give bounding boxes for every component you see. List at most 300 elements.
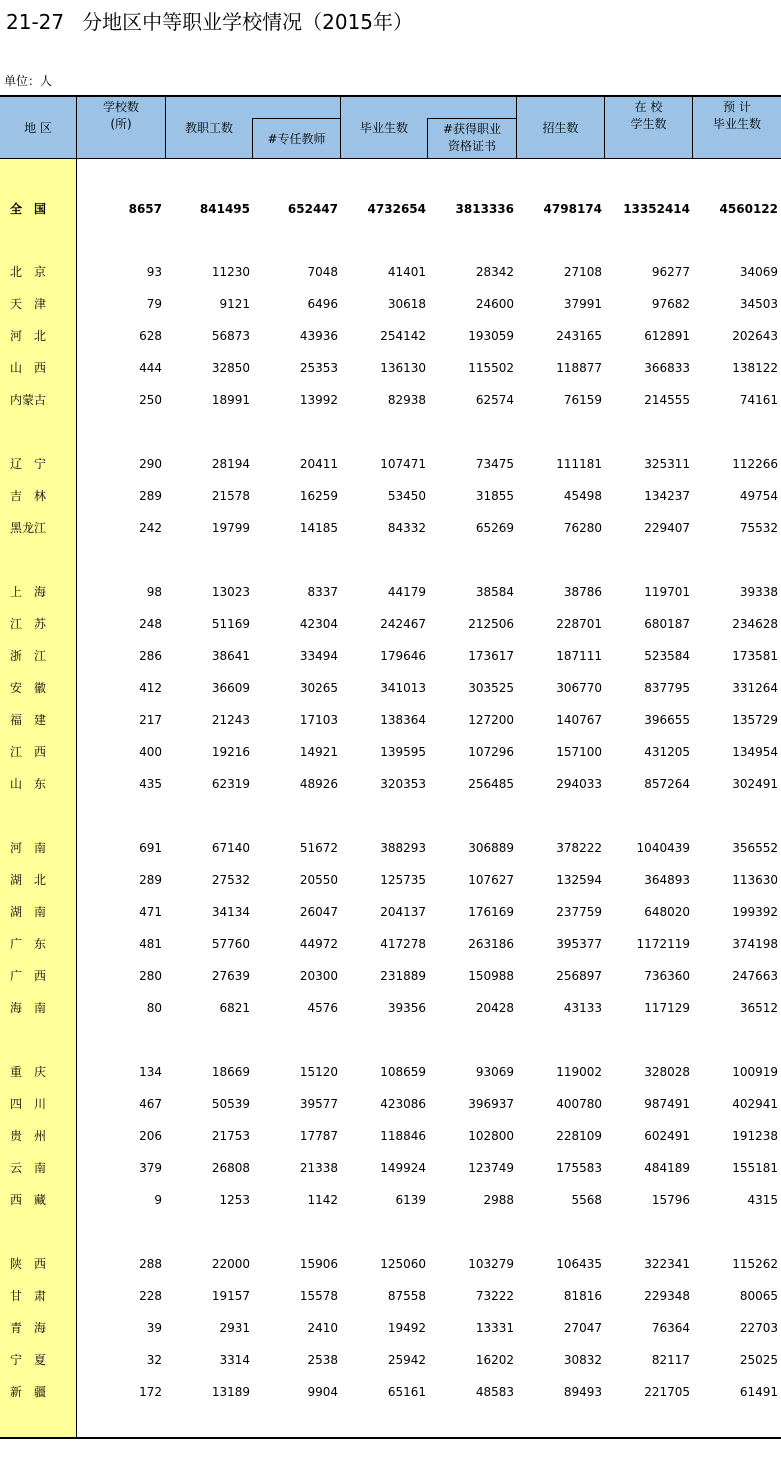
table-cell: 199392 [732,905,778,919]
table-cell: 4798174 [543,202,602,216]
table-cell: 140767 [556,713,602,727]
table-cell: 20300 [299,969,338,983]
table-cell: 247663 [732,969,778,983]
table-cell: 27639 [211,969,250,983]
region-name: 广东 [10,937,59,951]
table-cell: 3813336 [455,202,514,216]
table-cell: 136130 [380,361,426,375]
table-cell: 19492 [387,1321,426,1335]
table-cell: 193059 [468,329,514,343]
table-cell: 9904 [307,1385,338,1399]
table-cell: 2410 [307,1321,338,1335]
table-cell: 366833 [644,361,690,375]
table-cell: 17103 [299,713,338,727]
table-cell: 26808 [211,1161,250,1175]
table-cell: 303525 [468,681,514,695]
table-cell: 341013 [380,681,426,695]
table-cell: 76159 [563,393,602,407]
table-cell: 108659 [380,1065,426,1079]
table-cell: 4560122 [719,202,778,216]
table-cell: 4576 [307,1001,338,1015]
table-cell: 123749 [468,1161,514,1175]
table-cell: 113630 [732,873,778,887]
grid-line [252,118,340,119]
table-cell: 19157 [211,1289,250,1303]
table-cell: 48583 [475,1385,514,1399]
table-cell: 138364 [380,713,426,727]
table-cell: 396937 [468,1097,514,1111]
table-cell: 26047 [299,905,338,919]
region-name: 新疆 [10,1385,59,1399]
table-cell: 74161 [739,393,778,407]
table-row [0,934,781,954]
region-name: 辽宁 [10,457,59,471]
table-cell: 50539 [211,1097,250,1111]
table-cell: 135729 [732,713,778,727]
table-cell: 118846 [380,1129,426,1143]
table-cell: 378222 [556,841,602,855]
table-row [0,710,781,730]
table-cell: 435 [139,777,162,791]
table-cell: 42304 [299,617,338,631]
header-expected-line2: 毕业生数 [712,117,761,131]
table-cell: 248 [139,617,162,631]
table-row [0,998,781,1018]
table-cell: 30618 [387,297,426,311]
table-cell: 21578 [211,489,250,503]
table-cell: 280 [139,969,162,983]
table-row [0,646,781,666]
region-name: 云南 [10,1161,59,1175]
table-cell: 17787 [299,1129,338,1143]
table-cell: 364893 [644,873,690,887]
table-cell: 13352414 [623,202,690,216]
table-cell: 107627 [468,873,514,887]
region-name: 江西 [10,745,59,759]
table-cell: 400 [139,745,162,759]
table-cell: 150988 [468,969,514,983]
table-cell: 14185 [299,521,338,535]
region-name: 贵州 [10,1129,59,1143]
table-cell: 25942 [387,1353,426,1367]
table-cell: 119701 [644,585,690,599]
table-cell: 117129 [644,1001,690,1015]
table-cell: 484189 [644,1161,690,1175]
table-cell: 388293 [380,841,426,855]
table-cell: 1040439 [636,841,690,855]
table-cell: 67140 [211,841,250,855]
table-row [0,774,781,794]
table-cell: 987491 [644,1097,690,1111]
table-cell: 32850 [211,361,250,375]
table-cell: 9 [154,1193,162,1207]
table-cell: 736360 [644,969,690,983]
table-cell: 61491 [739,1385,778,1399]
table-cell: 97682 [651,297,690,311]
table-cell: 51672 [299,841,338,855]
table-cell: 214555 [644,393,690,407]
table-cell: 103279 [468,1257,514,1271]
table-cell: 412 [139,681,162,695]
table-cell: 2988 [483,1193,514,1207]
header-students [605,97,692,159]
table-cell: 157100 [556,745,602,759]
table-row [0,518,781,538]
table-cell: 125060 [380,1257,426,1271]
table-cell: 112266 [732,457,778,471]
table-cell: 20428 [475,1001,514,1015]
region-name: 西藏 [10,1193,59,1207]
region-name: 福建 [10,713,59,727]
table-cell: 80 [146,1001,162,1015]
region-name: 宁夏 [10,1353,59,1367]
table-cell: 328028 [644,1065,690,1079]
header-expected [693,97,781,159]
header-certified-line1: #获得职业 [442,122,502,136]
table-cell: 138122 [732,361,778,375]
table-row [0,870,781,890]
table-cell: 13189 [211,1385,250,1399]
table-cell: 13023 [211,585,250,599]
table-cell: 229407 [644,521,690,535]
table-cell: 30265 [299,681,338,695]
table-cell: 22000 [211,1257,250,1271]
header-schools [77,97,165,159]
table-bottom-rule [0,1437,781,1439]
table-cell: 16202 [475,1353,514,1367]
table-cell: 306889 [468,841,514,855]
table-cell: 107471 [380,457,426,471]
region-name: 湖北 [10,873,59,887]
grid-line [604,97,605,159]
table-cell: 254142 [380,329,426,343]
unit-label: 单位：人 [4,74,53,88]
table-cell: 31855 [475,489,514,503]
table-cell: 228109 [556,1129,602,1143]
table-cell: 2538 [307,1353,338,1367]
table-row [0,326,781,346]
header-region: 地 区 [24,120,52,135]
table-cell: 79 [146,297,162,311]
region-name: 广西 [10,969,59,983]
table-cell: 82117 [651,1353,690,1367]
region-name: 安徽 [10,681,59,695]
table-cell: 290 [139,457,162,471]
header-schools-line1: 学校数 [102,100,139,114]
table-cell: 471 [139,905,162,919]
table-cell: 6821 [219,1001,250,1015]
table-cell: 21338 [299,1161,338,1175]
table-cell: 27047 [563,1321,602,1335]
table-row [0,1190,781,1210]
table-row [0,1062,781,1082]
table-cell: 39356 [387,1001,426,1015]
table-cell: 45498 [563,489,602,503]
table-cell: 1253 [219,1193,250,1207]
grid-line [427,118,428,159]
table-cell: 837795 [644,681,690,695]
table-cell: 27108 [563,265,602,279]
table-row [0,1158,781,1178]
header-certified [428,117,516,159]
table-cell: 221705 [644,1385,690,1399]
table-row [0,358,781,378]
region-name: 山西 [10,361,59,375]
table-cell: 3314 [219,1353,250,1367]
table-cell: 202643 [732,329,778,343]
table-cell: 27532 [211,873,250,887]
table-cell: 402941 [732,1097,778,1111]
table-cell: 396655 [644,713,690,727]
table-row [0,1382,781,1402]
table-cell: 172 [139,1385,162,1399]
header-certified-line2: 资格证书 [447,139,496,153]
table-cell: 15796 [651,1193,690,1207]
table-cell: 206 [139,1129,162,1143]
table-cell: 102800 [468,1129,514,1143]
table-cell: 15578 [299,1289,338,1303]
table-cell: 250 [139,393,162,407]
table-cell: 115262 [732,1257,778,1271]
table-row [0,582,781,602]
table-cell: 242 [139,521,162,535]
table-cell: 612891 [644,329,690,343]
table-cell: 125735 [380,873,426,887]
table-cell: 2931 [219,1321,250,1335]
table-cell: 98 [146,585,162,599]
table-cell: 7048 [307,265,338,279]
table-cell: 44179 [387,585,426,599]
table-cell: 20411 [299,457,338,471]
table-cell: 75532 [739,521,778,535]
table-cell: 107296 [468,745,514,759]
region-name: 四川 [10,1097,59,1111]
table-cell: 5568 [571,1193,602,1207]
table-cell: 43133 [563,1001,602,1015]
table-title: 分地区中等职业学校情况（2015年） [82,10,414,34]
grid-line [692,97,693,159]
table-cell: 15120 [299,1065,338,1079]
table-cell: 229348 [644,1289,690,1303]
table-cell: 400780 [556,1097,602,1111]
header-students-line2: 学生数 [630,117,667,131]
table-cell: 43936 [299,329,338,343]
table-cell: 25353 [299,361,338,375]
region-name: 陕西 [10,1257,59,1271]
table-row [0,390,781,410]
table-cell: 228 [139,1289,162,1303]
table-cell: 39 [146,1321,162,1335]
region-name: 黑龙江 [10,521,47,535]
table-header [0,97,781,159]
table-number: 21-27 [6,10,65,34]
header-enrollment: 招生数 [542,120,579,135]
table-cell: 76280 [563,521,602,535]
table-cell: 132594 [556,873,602,887]
table-cell: 22703 [739,1321,778,1335]
table-cell: 49754 [739,489,778,503]
table-cell: 648020 [644,905,690,919]
table-cell: 263186 [468,937,514,951]
table-cell: 628 [139,329,162,343]
table-cell: 256485 [468,777,514,791]
table-cell: 25025 [739,1353,778,1367]
table-cell: 234628 [732,617,778,631]
table-cell: 286 [139,649,162,663]
table-row [0,678,781,698]
region-name: 内蒙古 [10,393,47,407]
table-cell: 81816 [563,1289,602,1303]
table-cell: 38786 [563,585,602,599]
table-cell: 237759 [556,905,602,919]
region-name: 重庆 [10,1065,59,1079]
table-row [0,614,781,634]
table-cell: 6139 [395,1193,426,1207]
table-cell: 231889 [380,969,426,983]
table-row [0,1350,781,1370]
table-cell: 73222 [475,1289,514,1303]
table-row [0,742,781,762]
header-students-line1: 在 校 [634,100,663,114]
table-cell: 51169 [211,617,250,631]
table-cell: 56873 [211,329,250,343]
table-cell: 325311 [644,457,690,471]
table-cell: 57760 [211,937,250,951]
table-cell: 11230 [211,265,250,279]
grid-line [252,118,253,159]
header-fulltime-teachers: #专任教师 [267,131,326,146]
table-row [0,1254,781,1274]
table-cell: 191238 [732,1129,778,1143]
table-row [0,838,781,858]
table-row [0,1286,781,1306]
table-cell: 53450 [387,489,426,503]
table-cell: 80065 [739,1289,778,1303]
table-cell: 289 [139,489,162,503]
table-cell: 93069 [475,1065,514,1079]
table-cell: 173617 [468,649,514,663]
region-name: 全国 [10,202,59,216]
table-cell: 14921 [299,745,338,759]
table-cell: 106435 [556,1257,602,1271]
table-cell: 423086 [380,1097,426,1111]
grid-line [516,97,517,159]
region-name: 北京 [10,265,59,279]
table-cell: 217 [139,713,162,727]
table-cell: 134 [139,1065,162,1079]
table-cell: 4315 [747,1193,778,1207]
region-name: 江苏 [10,617,59,631]
table-row [0,902,781,922]
table-cell: 212506 [468,617,514,631]
table-cell: 28342 [475,265,514,279]
table-cell: 1172119 [636,937,690,951]
region-name: 甘肃 [10,1289,59,1303]
table-cell: 173581 [732,649,778,663]
region-name: 吉林 [10,489,59,503]
table-cell: 243165 [556,329,602,343]
table-cell: 19799 [211,521,250,535]
table-cell: 41401 [387,265,426,279]
table-cell: 96277 [651,265,690,279]
table-cell: 87558 [387,1289,426,1303]
table-cell: 1142 [307,1193,338,1207]
table-cell: 76364 [651,1321,690,1335]
table-cell: 15906 [299,1257,338,1271]
table-cell: 127200 [468,713,514,727]
region-name: 上海 [10,585,59,599]
grid-line [165,97,166,159]
table-cell: 119002 [556,1065,602,1079]
table-row [0,1094,781,1114]
table-row [0,199,781,219]
table-cell: 320353 [380,777,426,791]
table-row [0,486,781,506]
table-cell: 139595 [380,745,426,759]
table-cell: 379 [139,1161,162,1175]
table-cell: 73475 [475,457,514,471]
table-cell: 34503 [739,297,778,311]
table-cell: 38641 [211,649,250,663]
table-row [0,294,781,314]
table-cell: 65269 [475,521,514,535]
page-title [6,6,413,35]
table-cell: 467 [139,1097,162,1111]
table-cell: 331264 [732,681,778,695]
table-cell: 289 [139,873,162,887]
table-cell: 306770 [556,681,602,695]
grid-line [427,118,516,119]
table-cell: 374198 [732,937,778,951]
table-cell: 204137 [380,905,426,919]
region-name: 河北 [10,329,59,343]
header-schools-line2: (所) [110,117,132,131]
table-cell: 857264 [644,777,690,791]
region-name: 天津 [10,297,59,311]
table-cell: 21753 [211,1129,250,1143]
table-cell: 37991 [563,297,602,311]
table-cell: 21243 [211,713,250,727]
table-cell: 33494 [299,649,338,663]
table-cell: 36512 [739,1001,778,1015]
region-name: 山东 [10,777,59,791]
table-cell: 356552 [732,841,778,855]
table-cell: 256897 [556,969,602,983]
region-column-background [0,159,76,1437]
table-cell: 24600 [475,297,514,311]
table-cell: 44972 [299,937,338,951]
table-cell: 9121 [219,297,250,311]
table-cell: 18669 [211,1065,250,1079]
table-cell: 13992 [299,393,338,407]
table-cell: 602491 [644,1129,690,1143]
table-cell: 30832 [563,1353,602,1367]
table-cell: 4732654 [367,202,426,216]
table-cell: 134237 [644,489,690,503]
table-cell: 118877 [556,361,602,375]
table-cell: 115502 [468,361,514,375]
table-cell: 155181 [732,1161,778,1175]
table-cell: 84332 [387,521,426,535]
table-cell: 36609 [211,681,250,695]
table-cell: 111181 [556,457,602,471]
table-cell: 62574 [475,393,514,407]
table-cell: 179646 [380,649,426,663]
table-cell: 62319 [211,777,250,791]
region-name: 河南 [10,841,59,855]
table-cell: 187111 [556,649,602,663]
table-cell: 691 [139,841,162,855]
